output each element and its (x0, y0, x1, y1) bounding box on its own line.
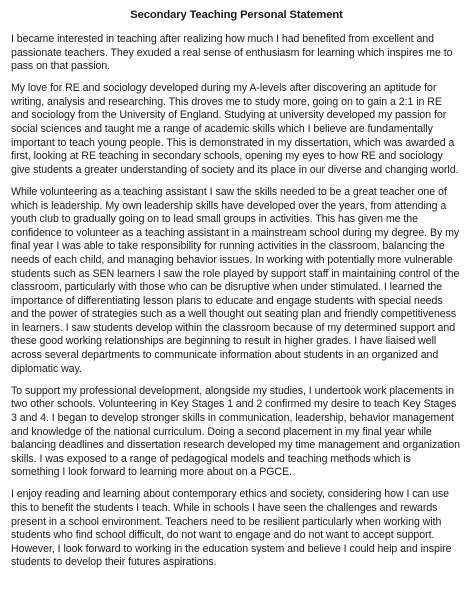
paragraph-interests-and-aspirations: I enjoy reading and learning about contemporary ethics and society, considering how I can use this to benefit the students I teach. While in schools I have seen the challenges and rewards present in a school environment. Teachers need to be resilient particularly when working with students who find school difficult, do not want to engage and do not want to accept support. However, I look forward to working in the education system and believe I could help and inspire students to develop their futures aspirations. (11, 488, 452, 569)
document-title: Secondary Teaching Personal Statement (130, 9, 343, 21)
paragraph-professional-development: To support my professional development, alongside my studies, I undertook work placements in two other schools. Volunteering in Key Stages 1 and 2 confirmed my desire to teach Key Stages 3 and 4. I began to develop stronger skills in communication, leadership, behavior management and knowledge of the national curriculum. Doing a second placement in my final year while balancing deadlines and dissertation research developed my time management and organization skills. I was exposed to a range of pedagogical models and teaching methods which is something I look forward to learning more about on a PGCE. (11, 384, 460, 479)
paragraph-academic-background: My love for RE and sociology developed during my A-levels after discovering an aptitude for writing, analysis and researching. This droves me to study more, going on to gain a 2:1 in RE and sociology from the University of England. Studying at university developed my passion for social sciences and taught me a range of academic skills which I believe are fundamentally important to teach young people. This is demonstrated in my dissertation, which was awarded a first, looking at RE teaching in secondary schools, opening my eyes to how RE and sociology give students a greater understanding of society and its place in our diverse and changing world. (11, 82, 459, 176)
paragraph-motivation: I became interested in teaching after realizing how much I had benefited from excellent and passionate teachers. They exuded a real sense of enthusiasm for learning which inspires me to pass on that passion. (11, 33, 453, 73)
paragraph-teaching-assistant-experience: While volunteering as a teaching assistant I saw the skills needed to be a great teacher one of which is leadership. My own leadership skills have developed over the years, from attending a youth club to gradually going on to lead small groups in activities. This has given me the confidence to volunteer as a teaching assistant in a mainstream school during my degree. By my final year I was able to take responsibility for running activities in the classroom, balancing the needs of each child, and managing behavior issues. In working with potentially more vulnerable students such as SEN learners I saw the role played by support staff in maintaining control of the classroom, particularly with those who can be disruptive when under stimulated. I learned the importance of differentiating lesson plans to educate and engage students with special needs and the power of strategies such as a well thought out seating plan and friendly competitiveness in learners. I saw students develop within the classroom because of my determined support and these good working relationships are beginning to result in higher grades. I have liaised well across several departments to communicate information about students in an organized and diplomatic way. (11, 185, 460, 375)
